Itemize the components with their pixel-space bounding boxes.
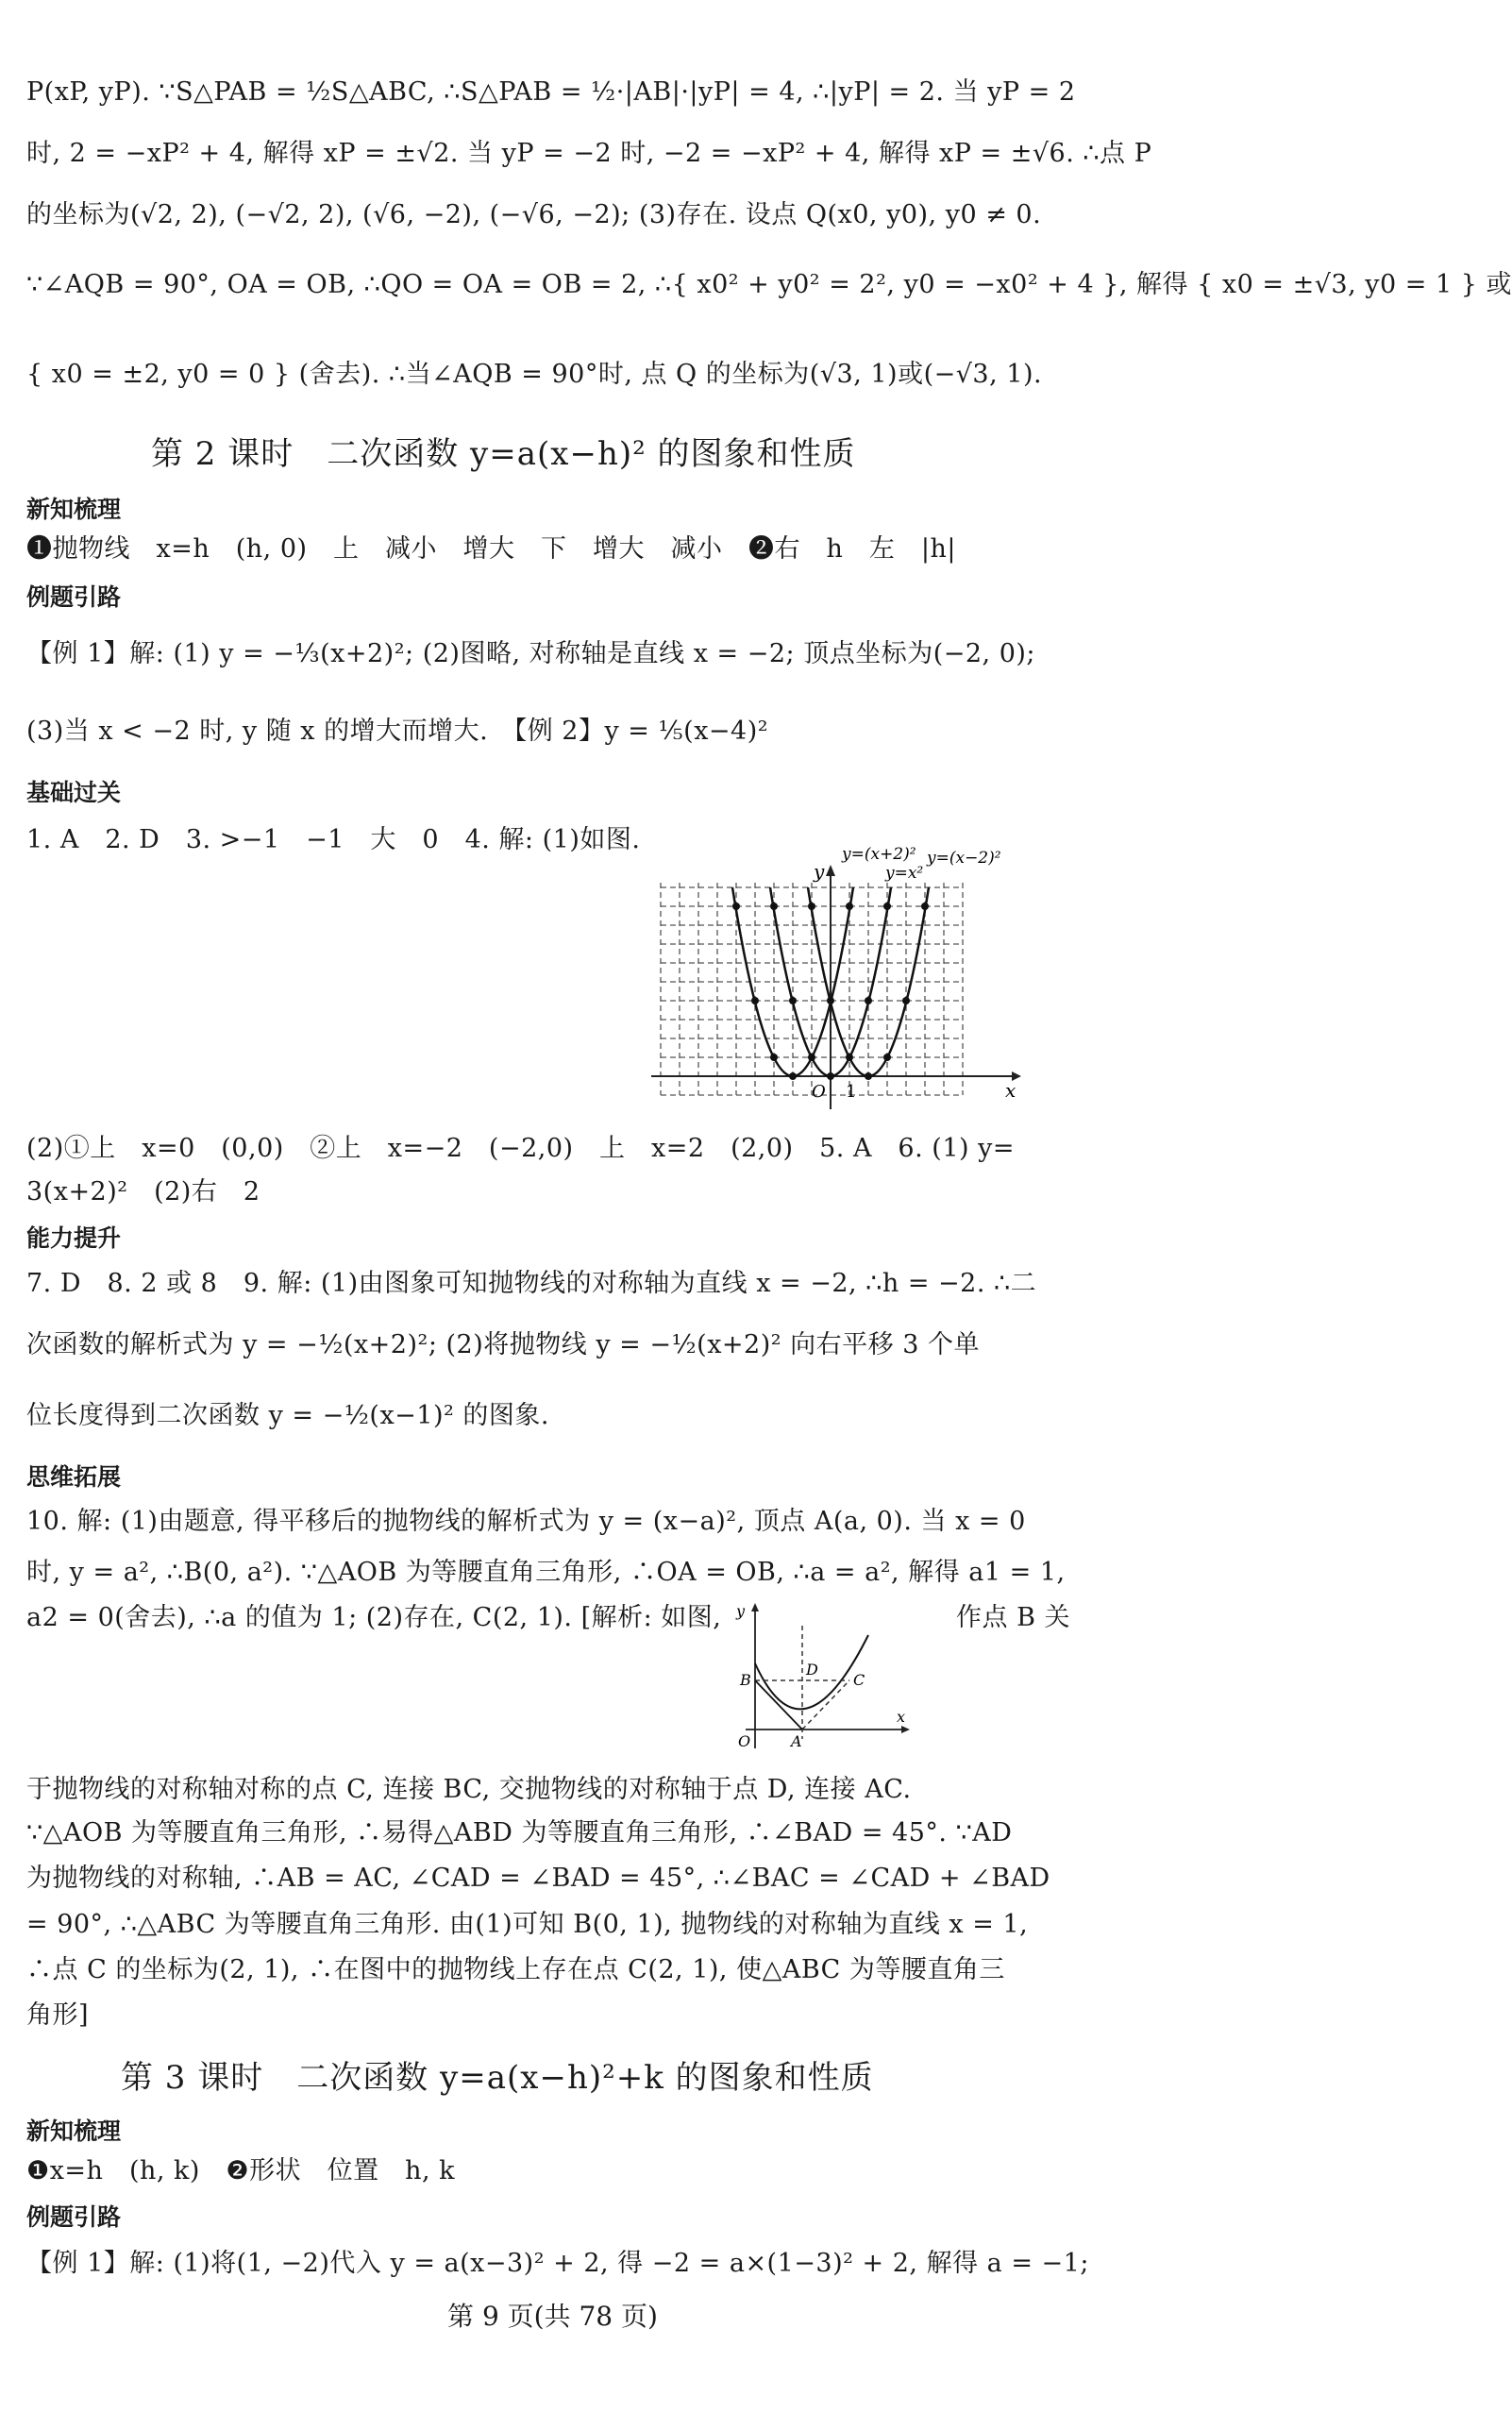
parabola-grid-figure (651, 840, 1029, 1114)
x-axis-arrow (901, 1726, 910, 1733)
text-line: ❶x=h (h, k) ❷形状 位置 h, k (26, 2156, 456, 2185)
tick-label-one: 1 (846, 1082, 857, 1102)
text-line: 1. A 2. D 3. >−1 −1 大 0 4. 解: (1)如图. (26, 825, 641, 854)
text-line: 【例 1】解: (1)将(1, −2)代入 y = a(x−3)² + 2, 得 −2 = a×(1−3)² + 2, 解得 a = −1; (26, 2249, 1089, 2278)
text-line: 作点 B 关 (956, 1603, 1071, 1632)
text-line: (3)当 x < −2 时, y 随 x 的增大而增大. 【例 2】y = ⅕(x−4)² (26, 717, 769, 746)
text-line: 3(x+2)² (2)右 2 (26, 1177, 260, 1206)
text-line: 的坐标为(√2, 2), (−√2, 2), (√6, −2), (−√6, −2); (3)存在. 设点 Q(x0, y0), y0 ≠ 0. (26, 200, 1042, 229)
lesson-title: 第 2 课时 二次函数 y=a(x−h)² 的图象和性质 (151, 435, 856, 473)
text-line: = 90°, ∴△ABC 为等腰直角三角形. 由(1)可知 B(0, 1), 抛物线的对称轴为直线 x = 1, (26, 1910, 1029, 1939)
section-heading: 基础过关 (26, 779, 122, 806)
section-heading: 思维拓展 (26, 1463, 122, 1491)
section-heading: 例题引路 (26, 583, 122, 611)
y-axis-arrow (751, 1603, 759, 1611)
text-line: 时, 2 = −xP² + 4, 解得 xP = ±√2. 当 yP = −2 时, −2 = −xP² + 4, 解得 xP = ±√6. ∴点 P (26, 139, 1152, 168)
text-line: a2 = 0(舍去), ∴a 的值为 1; (2)存在, C(2, 1). [解析: 如图, (26, 1603, 722, 1632)
curve-label-right: y=(x−2)² (927, 849, 1001, 868)
text-line: 为抛物线的对称轴, ∴AB = AC, ∠CAD = ∠BAD = 45°, ∴∠BAC = ∠CAD + ∠BAD (26, 1864, 1050, 1893)
point-d-label: D (806, 1661, 818, 1679)
text-line: 角形] (26, 2000, 90, 2030)
section-heading: 例题引路 (26, 2203, 122, 2231)
text-line: 时, y = a², ∴B(0, a²). ∵△AOB 为等腰直角三角形, ∴OA = OB, ∴a = a², 解得 a1 = 1, (26, 1558, 1066, 1587)
text-line: 10. 解: (1)由题意, 得平移后的抛物线的解析式为 y = (x−a)², 顶点 A(a, 0). 当 x = 0 (26, 1507, 1026, 1536)
section-heading: 新知梳理 (26, 496, 122, 523)
text-line: 位长度得到二次函数 y = −½(x−1)² 的图象. (26, 1401, 550, 1430)
triangle-parabola-figure (727, 1597, 916, 1750)
lesson-title: 第 3 课时 二次函数 y=a(x−h)²+k 的图象和性质 (121, 2059, 874, 2097)
point-a-label: A (791, 1732, 802, 1750)
text-line: ❶抛物线 x=h (h, 0) 上 减小 增大 下 增大 减小 ❷右 h 左 |h| (26, 534, 957, 564)
origin-label: O (812, 1082, 826, 1102)
curve-label-middle: y=x² (885, 864, 924, 883)
page-footer: 第 9 页(共 78 页) (447, 2301, 658, 2332)
section-heading: 新知梳理 (26, 2118, 122, 2145)
text-line: 【例 1】解: (1) y = −⅓(x+2)²; (2)图略, 对称轴是直线 x = −2; 顶点坐标为(−2, 0); (26, 639, 1035, 668)
text-line: 7. D 8. 2 或 8 9. 解: (1)由图象可知抛物线的对称轴为直线 x = −2, ∴h = −2. ∴二 (26, 1269, 1037, 1298)
point-b-label: B (740, 1671, 751, 1689)
text-line: ∴点 C 的坐标为(2, 1), ∴在图中的抛物线上存在点 C(2, 1), 使△ABC 为等腰直角三 (26, 1955, 1005, 1984)
origin-label: O (738, 1732, 751, 1750)
point-c-label: C (853, 1671, 865, 1689)
section-heading: 能力提升 (26, 1224, 122, 1252)
text-line: ∵△AOB 为等腰直角三角形, ∴易得△ABD 为等腰直角三角形, ∴∠BAD = 45°. ∵AD (26, 1818, 1013, 1848)
curve-label-left: y=(x+2)² (842, 845, 916, 864)
text-line: ∵∠AQB = 90°, OA = OB, ∴QO = OA = OB = 2, ∴{ x0² + y0² = 2², y0 = −x0² + 4 }, 解得 { x0 = ±√3, y0 = 1 } 或 (26, 270, 1512, 299)
text-line: P(xP, yP). ∵S△PAB = ½S△ABC, ∴S△PAB = ½·|AB|·|yP| = 4, ∴|yP| = 2. 当 yP = 2 (26, 77, 1076, 107)
x-axis-label: x (1005, 1079, 1016, 1102)
text-line: (2)①上 x=0 (0,0) ②上 x=−2 (−2,0) 上 x=2 (2,0) 5. A 6. (1) y= (26, 1134, 1015, 1163)
segment-ac (802, 1680, 849, 1730)
segment-ba (755, 1680, 802, 1730)
y-axis-arrow (826, 865, 835, 876)
y-axis-label: y (814, 860, 825, 883)
x-axis-label: x (897, 1708, 906, 1726)
text-line: 于抛物线的对称轴对称的点 C, 连接 BC, 交抛物线的对称轴于点 D, 连接 AC. (26, 1775, 912, 1804)
y-axis-label: y (736, 1602, 746, 1620)
text-line: 次函数的解析式为 y = −½(x+2)²; (2)将抛物线 y = −½(x+2)² 向右平移 3 个单 (26, 1330, 981, 1359)
text-line: { x0 = ±2, y0 = 0 } (舍去). ∴当∠AQB = 90°时, 点 Q 的坐标为(√3, 1)或(−√3, 1). (26, 360, 1043, 389)
